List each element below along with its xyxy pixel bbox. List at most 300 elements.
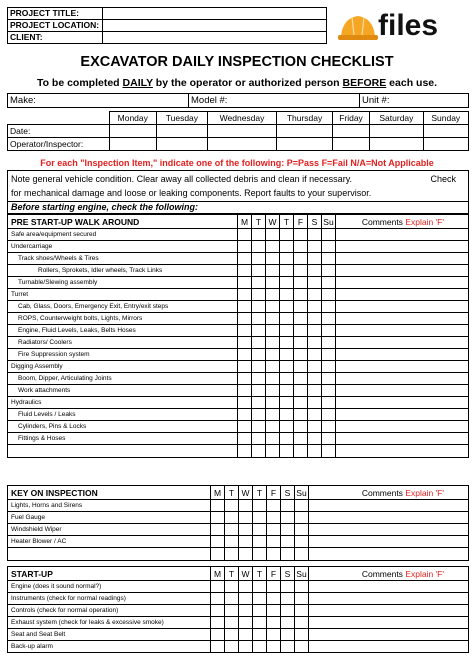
day-letter: T — [280, 215, 294, 229]
check-cell[interactable] — [322, 313, 336, 325]
check-cell[interactable] — [239, 641, 253, 653]
check-cell[interactable] — [322, 253, 336, 265]
checklist-item-label: Turret — [8, 289, 238, 301]
check-cell[interactable] — [225, 593, 239, 605]
check-cell[interactable] — [294, 241, 308, 253]
check-cell[interactable] — [239, 548, 253, 561]
check-cell[interactable] — [266, 265, 280, 277]
check-cell[interactable] — [266, 421, 280, 433]
note-line-1: Note general vehicle condition. Clear away all collected debris and clean if necessary. — [11, 174, 353, 184]
check-cell[interactable] — [280, 373, 294, 385]
check-cell[interactable] — [267, 641, 281, 653]
comments-cell[interactable] — [309, 617, 469, 629]
check-cell[interactable] — [280, 385, 294, 397]
comments-cell[interactable] — [336, 445, 469, 458]
check-cell[interactable] — [238, 325, 252, 337]
checklist-row — [8, 629, 469, 641]
check-cell[interactable] — [238, 349, 252, 361]
check-cell[interactable] — [252, 373, 266, 385]
check-cell[interactable] — [266, 289, 280, 301]
check-cell[interactable] — [266, 325, 280, 337]
checklist-item-label: Seat and Seat Belt — [8, 629, 211, 641]
checklist-item-label: Engine, Fluid Levels, Leaks, Belts Hoses — [8, 325, 238, 337]
check-cell[interactable] — [239, 605, 253, 617]
check-cell[interactable] — [280, 277, 294, 289]
check-cell[interactable] — [294, 337, 308, 349]
check-cell[interactable] — [308, 301, 322, 313]
check-cell[interactable] — [253, 593, 267, 605]
check-cell[interactable] — [238, 385, 252, 397]
check-cell[interactable] — [308, 361, 322, 373]
checklist-item-label — [8, 548, 211, 561]
check-cell[interactable] — [322, 337, 336, 349]
check-cell[interactable] — [238, 277, 252, 289]
check-cell[interactable] — [266, 301, 280, 313]
check-cell[interactable] — [252, 397, 266, 409]
check-cell[interactable] — [281, 641, 295, 653]
check-cell[interactable] — [281, 593, 295, 605]
project-location-field[interactable] — [103, 20, 327, 32]
check-cell[interactable] — [308, 421, 322, 433]
check-cell[interactable] — [322, 421, 336, 433]
check-cell[interactable] — [252, 229, 266, 241]
check-cell[interactable] — [239, 500, 253, 512]
check-cell[interactable] — [266, 409, 280, 421]
check-cell[interactable] — [294, 349, 308, 361]
check-cell[interactable] — [295, 629, 309, 641]
check-cell[interactable] — [239, 581, 253, 593]
check-cell[interactable] — [280, 229, 294, 241]
comments-cell[interactable] — [309, 536, 469, 548]
check-cell[interactable] — [252, 361, 266, 373]
comments-cell[interactable] — [309, 500, 469, 512]
comments-cell[interactable] — [309, 629, 469, 641]
check-cell[interactable] — [267, 581, 281, 593]
check-cell[interactable] — [281, 617, 295, 629]
day-tuesday: Tuesday — [157, 112, 208, 125]
check-cell[interactable] — [267, 512, 281, 524]
check-cell[interactable] — [252, 337, 266, 349]
check-cell[interactable] — [322, 397, 336, 409]
unit-field[interactable] — [360, 94, 469, 108]
check-cell[interactable] — [322, 409, 336, 421]
check-cell[interactable] — [308, 277, 322, 289]
check-cell[interactable] — [280, 421, 294, 433]
pre-startup-section — [7, 214, 469, 458]
comments-cell[interactable] — [336, 337, 469, 349]
check-cell[interactable] — [295, 512, 309, 524]
comments-cell[interactable] — [336, 325, 469, 337]
check-cell[interactable] — [267, 548, 281, 561]
check-cell[interactable] — [211, 605, 225, 617]
check-cell[interactable] — [280, 241, 294, 253]
check-cell[interactable] — [322, 325, 336, 337]
checklist-row — [8, 433, 469, 445]
project-info-table — [7, 7, 327, 44]
check-cell[interactable] — [294, 265, 308, 277]
comments-cell[interactable] — [309, 641, 469, 653]
check-cell[interactable] — [322, 361, 336, 373]
check-cell[interactable] — [267, 605, 281, 617]
comments-cell[interactable] — [336, 385, 469, 397]
check-cell[interactable] — [266, 433, 280, 445]
check-cell[interactable] — [238, 265, 252, 277]
check-cell[interactable] — [266, 445, 280, 458]
check-cell[interactable] — [280, 253, 294, 265]
check-cell[interactable] — [238, 373, 252, 385]
project-title-field[interactable] — [103, 8, 327, 20]
day-sunday: Sunday — [423, 112, 468, 125]
check-cell[interactable] — [280, 433, 294, 445]
check-cell[interactable] — [238, 409, 252, 421]
operator-cell[interactable] — [157, 138, 208, 151]
check-cell[interactable] — [281, 536, 295, 548]
check-cell[interactable] — [280, 301, 294, 313]
check-cell[interactable] — [294, 361, 308, 373]
check-cell[interactable] — [308, 325, 322, 337]
check-cell[interactable] — [225, 641, 239, 653]
check-cell[interactable] — [211, 512, 225, 524]
check-cell[interactable] — [266, 385, 280, 397]
check-cell[interactable] — [267, 593, 281, 605]
check-cell[interactable] — [252, 421, 266, 433]
comments-cell[interactable] — [336, 265, 469, 277]
check-cell[interactable] — [308, 373, 322, 385]
comments-header — [309, 567, 469, 581]
check-cell[interactable] — [308, 409, 322, 421]
check-cell[interactable] — [266, 337, 280, 349]
check-cell[interactable] — [211, 524, 225, 536]
comments-cell[interactable] — [336, 421, 469, 433]
check-cell[interactable] — [294, 325, 308, 337]
check-cell[interactable] — [266, 277, 280, 289]
check-cell[interactable] — [266, 229, 280, 241]
date-cell[interactable] — [370, 125, 423, 138]
section-title: KEY ON INSPECTION — [8, 486, 211, 500]
comments-cell[interactable] — [336, 289, 469, 301]
check-cell[interactable] — [252, 385, 266, 397]
check-cell[interactable] — [267, 629, 281, 641]
check-cell[interactable] — [308, 229, 322, 241]
check-cell[interactable] — [322, 265, 336, 277]
check-cell[interactable] — [322, 241, 336, 253]
check-cell[interactable] — [281, 581, 295, 593]
check-cell[interactable] — [281, 500, 295, 512]
check-cell[interactable] — [239, 593, 253, 605]
check-cell[interactable] — [225, 581, 239, 593]
date-cell[interactable] — [332, 125, 369, 138]
operator-cell[interactable] — [277, 138, 332, 151]
day-letter: T — [225, 486, 239, 500]
check-cell[interactable] — [294, 421, 308, 433]
check-cell[interactable] — [211, 581, 225, 593]
comments-explain: Explain 'F' — [405, 216, 444, 227]
check-cell[interactable] — [295, 581, 309, 593]
check-cell[interactable] — [322, 349, 336, 361]
check-cell[interactable] — [267, 536, 281, 548]
checklist-row — [8, 617, 469, 629]
comments-cell[interactable] — [309, 524, 469, 536]
checklist-item-label: Exhaust system (check for leaks & excessive smoke) — [8, 617, 211, 629]
comments-cell[interactable] — [309, 512, 469, 524]
check-cell[interactable] — [294, 313, 308, 325]
check-cell[interactable] — [252, 289, 266, 301]
check-cell[interactable] — [238, 313, 252, 325]
check-cell[interactable] — [280, 361, 294, 373]
check-cell[interactable] — [308, 337, 322, 349]
check-cell[interactable] — [308, 313, 322, 325]
check-cell[interactable] — [280, 325, 294, 337]
comments-header — [309, 486, 469, 500]
check-cell[interactable] — [322, 277, 336, 289]
check-cell[interactable] — [308, 241, 322, 253]
project-title-label: PROJECT TITLE: — [8, 8, 103, 20]
operator-cell[interactable] — [423, 138, 468, 151]
comments-cell[interactable] — [309, 581, 469, 593]
check-cell[interactable] — [225, 617, 239, 629]
check-cell[interactable] — [280, 265, 294, 277]
check-cell[interactable] — [295, 641, 309, 653]
check-cell[interactable] — [252, 409, 266, 421]
check-cell[interactable] — [252, 313, 266, 325]
comments-cell[interactable] — [336, 397, 469, 409]
client-field[interactable] — [103, 32, 327, 44]
check-cell[interactable] — [225, 512, 239, 524]
checklist-row — [8, 409, 469, 421]
check-cell[interactable] — [266, 361, 280, 373]
check-cell[interactable] — [252, 445, 266, 458]
comments-cell[interactable] — [336, 241, 469, 253]
project-location-label: PROJECT LOCATION: — [8, 20, 103, 32]
check-cell[interactable] — [252, 349, 266, 361]
check-cell[interactable] — [238, 361, 252, 373]
check-cell[interactable] — [225, 524, 239, 536]
check-cell[interactable] — [252, 277, 266, 289]
check-cell[interactable] — [253, 536, 267, 548]
check-cell[interactable] — [281, 512, 295, 524]
check-cell[interactable] — [322, 373, 336, 385]
check-cell[interactable] — [280, 337, 294, 349]
check-cell[interactable] — [308, 433, 322, 445]
check-cell[interactable] — [266, 253, 280, 265]
comments-cell[interactable] — [336, 313, 469, 325]
check-cell[interactable] — [267, 500, 281, 512]
check-cell[interactable] — [252, 241, 266, 253]
check-cell[interactable] — [294, 433, 308, 445]
comments-cell[interactable] — [336, 301, 469, 313]
check-cell[interactable] — [308, 397, 322, 409]
checklist-item-label: Work attachments — [8, 385, 238, 397]
date-cell[interactable] — [423, 125, 468, 138]
check-cell[interactable] — [225, 605, 239, 617]
check-cell[interactable] — [239, 536, 253, 548]
legend-text: For each "Inspection Item," indicate one of the following: P=Pass F=Fail N/A=Not Applicable — [40, 158, 434, 168]
check-cell[interactable] — [253, 512, 267, 524]
check-cell[interactable] — [238, 337, 252, 349]
check-cell[interactable] — [238, 433, 252, 445]
check-cell[interactable] — [211, 536, 225, 548]
check-cell[interactable] — [252, 265, 266, 277]
check-cell[interactable] — [295, 605, 309, 617]
check-cell[interactable] — [238, 301, 252, 313]
check-cell[interactable] — [253, 641, 267, 653]
check-cell[interactable] — [266, 349, 280, 361]
check-cell[interactable] — [252, 325, 266, 337]
comments-cell[interactable] — [336, 409, 469, 421]
check-cell[interactable] — [238, 445, 252, 458]
date-cell[interactable] — [157, 125, 208, 138]
check-cell[interactable] — [280, 289, 294, 301]
comments-cell[interactable] — [309, 548, 469, 561]
check-cell[interactable] — [238, 421, 252, 433]
comments-cell[interactable] — [336, 229, 469, 241]
check-cell[interactable] — [294, 445, 308, 458]
check-cell[interactable] — [308, 349, 322, 361]
check-cell[interactable] — [239, 629, 253, 641]
check-cell[interactable] — [252, 433, 266, 445]
check-cell[interactable] — [280, 397, 294, 409]
comments-cell[interactable] — [336, 361, 469, 373]
check-cell[interactable] — [211, 629, 225, 641]
check-cell[interactable] — [281, 548, 295, 561]
check-cell[interactable] — [266, 373, 280, 385]
page-title: EXCAVATOR DAILY INSPECTION CHECKLIST — [80, 54, 394, 70]
checklist-item-label: Windshield Wiper — [8, 524, 211, 536]
check-cell[interactable] — [239, 524, 253, 536]
check-cell[interactable] — [211, 593, 225, 605]
comments-cell[interactable] — [336, 373, 469, 385]
check-cell[interactable] — [280, 409, 294, 421]
check-cell[interactable] — [253, 617, 267, 629]
comments-cell[interactable] — [336, 349, 469, 361]
check-cell[interactable] — [238, 241, 252, 253]
check-cell[interactable] — [267, 524, 281, 536]
checklist-row — [8, 524, 469, 536]
check-cell[interactable] — [280, 445, 294, 458]
check-cell[interactable] — [294, 277, 308, 289]
check-cell[interactable] — [238, 289, 252, 301]
check-cell[interactable] — [266, 241, 280, 253]
checklist-row — [8, 641, 469, 653]
check-cell[interactable] — [294, 301, 308, 313]
comments-cell[interactable] — [309, 593, 469, 605]
check-cell[interactable] — [253, 524, 267, 536]
check-cell[interactable] — [295, 524, 309, 536]
check-cell[interactable] — [294, 409, 308, 421]
check-cell[interactable] — [294, 253, 308, 265]
check-cell[interactable] — [295, 548, 309, 561]
operator-cell[interactable] — [109, 138, 157, 151]
day-letter: S — [308, 215, 322, 229]
check-cell[interactable] — [211, 548, 225, 561]
date-cell[interactable] — [109, 125, 157, 138]
check-cell[interactable] — [253, 605, 267, 617]
check-cell[interactable] — [295, 617, 309, 629]
check-cell[interactable] — [253, 581, 267, 593]
check-cell[interactable] — [239, 617, 253, 629]
check-cell[interactable] — [211, 500, 225, 512]
check-cell[interactable] — [266, 397, 280, 409]
check-cell[interactable] — [308, 253, 322, 265]
day-letter: T — [253, 567, 267, 581]
comments-cell[interactable] — [336, 277, 469, 289]
check-cell[interactable] — [294, 385, 308, 397]
checklist-item-label: Undercarriage — [8, 241, 238, 253]
check-cell[interactable] — [238, 253, 252, 265]
check-cell[interactable] — [308, 445, 322, 458]
comments-label: Comments — [361, 216, 406, 227]
operator-cell[interactable] — [207, 138, 277, 151]
check-cell[interactable] — [295, 593, 309, 605]
check-cell[interactable] — [295, 536, 309, 548]
check-cell[interactable] — [225, 536, 239, 548]
check-cell[interactable] — [308, 289, 322, 301]
check-cell[interactable] — [280, 313, 294, 325]
check-cell[interactable] — [267, 617, 281, 629]
check-cell[interactable] — [322, 433, 336, 445]
check-cell[interactable] — [294, 289, 308, 301]
check-cell[interactable] — [308, 265, 322, 277]
check-cell[interactable] — [322, 301, 336, 313]
check-cell[interactable] — [281, 605, 295, 617]
comments-cell[interactable] — [309, 605, 469, 617]
check-cell[interactable] — [211, 641, 225, 653]
check-cell[interactable] — [322, 385, 336, 397]
checklist-row — [8, 277, 469, 289]
subtitle-mid: by the operator or authorized person — [152, 77, 343, 89]
check-cell[interactable] — [280, 349, 294, 361]
check-cell[interactable] — [308, 385, 322, 397]
checklist-item-label: Turnable/Slewing assembly — [8, 277, 238, 289]
check-cell[interactable] — [253, 500, 267, 512]
checklist-item-label: Cab, Glass, Doors, Emergency Exit, Entry/exit steps — [8, 301, 238, 313]
check-cell[interactable] — [238, 229, 252, 241]
check-cell[interactable] — [266, 313, 280, 325]
make-field[interactable] — [8, 94, 189, 108]
check-cell[interactable] — [225, 629, 239, 641]
check-cell[interactable] — [322, 229, 336, 241]
check-cell[interactable] — [253, 629, 267, 641]
check-cell[interactable] — [294, 373, 308, 385]
check-cell[interactable] — [322, 289, 336, 301]
comments-cell[interactable] — [336, 253, 469, 265]
check-cell[interactable] — [252, 301, 266, 313]
check-cell[interactable] — [238, 397, 252, 409]
check-cell[interactable] — [225, 500, 239, 512]
checklist-row — [8, 605, 469, 617]
date-cell[interactable] — [207, 125, 277, 138]
checklist-row — [8, 536, 469, 548]
check-cell[interactable] — [211, 617, 225, 629]
checklist-item-label: Controls (check for normal operation) — [8, 605, 211, 617]
check-cell[interactable] — [294, 397, 308, 409]
comments-cell[interactable] — [336, 433, 469, 445]
check-cell[interactable] — [281, 629, 295, 641]
check-cell[interactable] — [252, 253, 266, 265]
model-field[interactable] — [189, 94, 360, 108]
check-cell[interactable] — [239, 512, 253, 524]
date-cell[interactable] — [277, 125, 332, 138]
check-cell[interactable] — [294, 229, 308, 241]
check-cell[interactable] — [281, 524, 295, 536]
check-cell[interactable] — [295, 500, 309, 512]
before-starting-heading: Before starting engine, check the following: — [7, 202, 469, 214]
operator-cell[interactable] — [332, 138, 369, 151]
check-cell[interactable] — [225, 548, 239, 561]
operator-cell[interactable] — [370, 138, 423, 151]
check-cell[interactable] — [253, 548, 267, 561]
check-cell[interactable] — [322, 445, 336, 458]
